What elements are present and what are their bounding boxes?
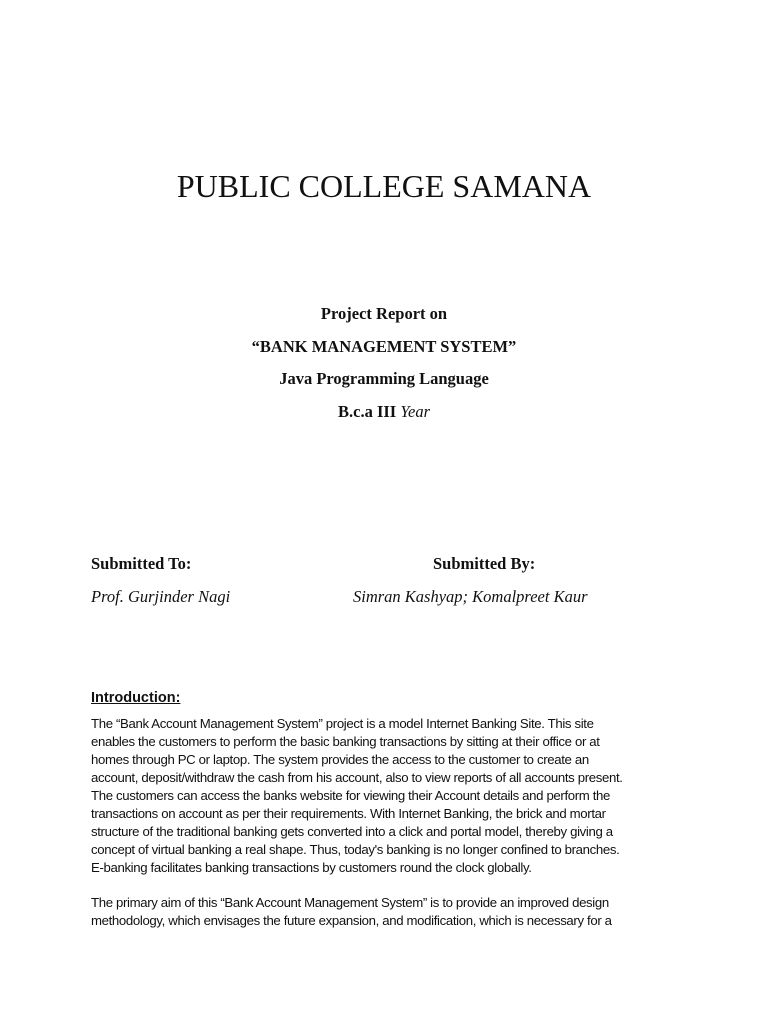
project-report-label: Project Report on <box>320 304 448 323</box>
project-name: “BANK MANAGEMENT SYSTEM” <box>251 336 517 356</box>
paragraph-line: transactions on account as per their requirements. With Internet Banking, the brick and mortar <box>91 806 606 821</box>
submitted-by-label: Submitted By: <box>433 554 536 573</box>
paragraph-line: account, deposit/withdraw the cash from his account, also to view reports of all accounts present. <box>91 770 623 785</box>
course-label: B.c.a III <box>337 401 397 421</box>
paragraph-line: homes through PC or laptop. The system provides the access to the customer to create an <box>91 752 589 767</box>
paragraph-line: structure of the traditional banking gets converted into a click and portal model, thereby giving a <box>91 824 613 839</box>
paragraph-line: E-banking facilitates banking transactions by customers round the clock globally. <box>91 860 532 875</box>
introduction-paragraph-1 <box>91 715 691 877</box>
introduction-paragraph-2 <box>91 894 691 930</box>
project-language: Java Programming Language <box>279 369 489 388</box>
course-year <box>0 400 768 424</box>
paragraph-line: The “Bank Account Management System” project is a model Internet Banking Site. This site <box>91 716 594 731</box>
submitted-by-names: Simran Kashyap; Komalpreet Kaur <box>353 587 588 606</box>
paragraph-line: The primary aim of this “Bank Account Management System” is to provide an improved design <box>91 895 609 910</box>
paragraph-line: methodology, which envisages the future expansion, and modification, which is necessary for a <box>91 913 612 928</box>
college-title: PUBLIC COLLEGE SAMANA <box>176 168 592 204</box>
paragraph-line: concept of virtual banking a real shape. Thus, today's banking is no longer confined to branches. <box>91 842 620 857</box>
paragraph-line: enables the customers to perform the basic banking transactions by sitting at their office or at <box>91 734 600 749</box>
submitted-to-name: Prof. Gurjinder Nagi <box>91 587 231 606</box>
paragraph-line: The customers can access the banks website for viewing their Account details and perform the <box>91 788 611 803</box>
submitted-to-label: Submitted To: <box>91 554 192 573</box>
year-word: Year <box>400 401 430 421</box>
introduction-heading: Introduction: <box>91 690 181 706</box>
project-title-block <box>0 302 768 432</box>
